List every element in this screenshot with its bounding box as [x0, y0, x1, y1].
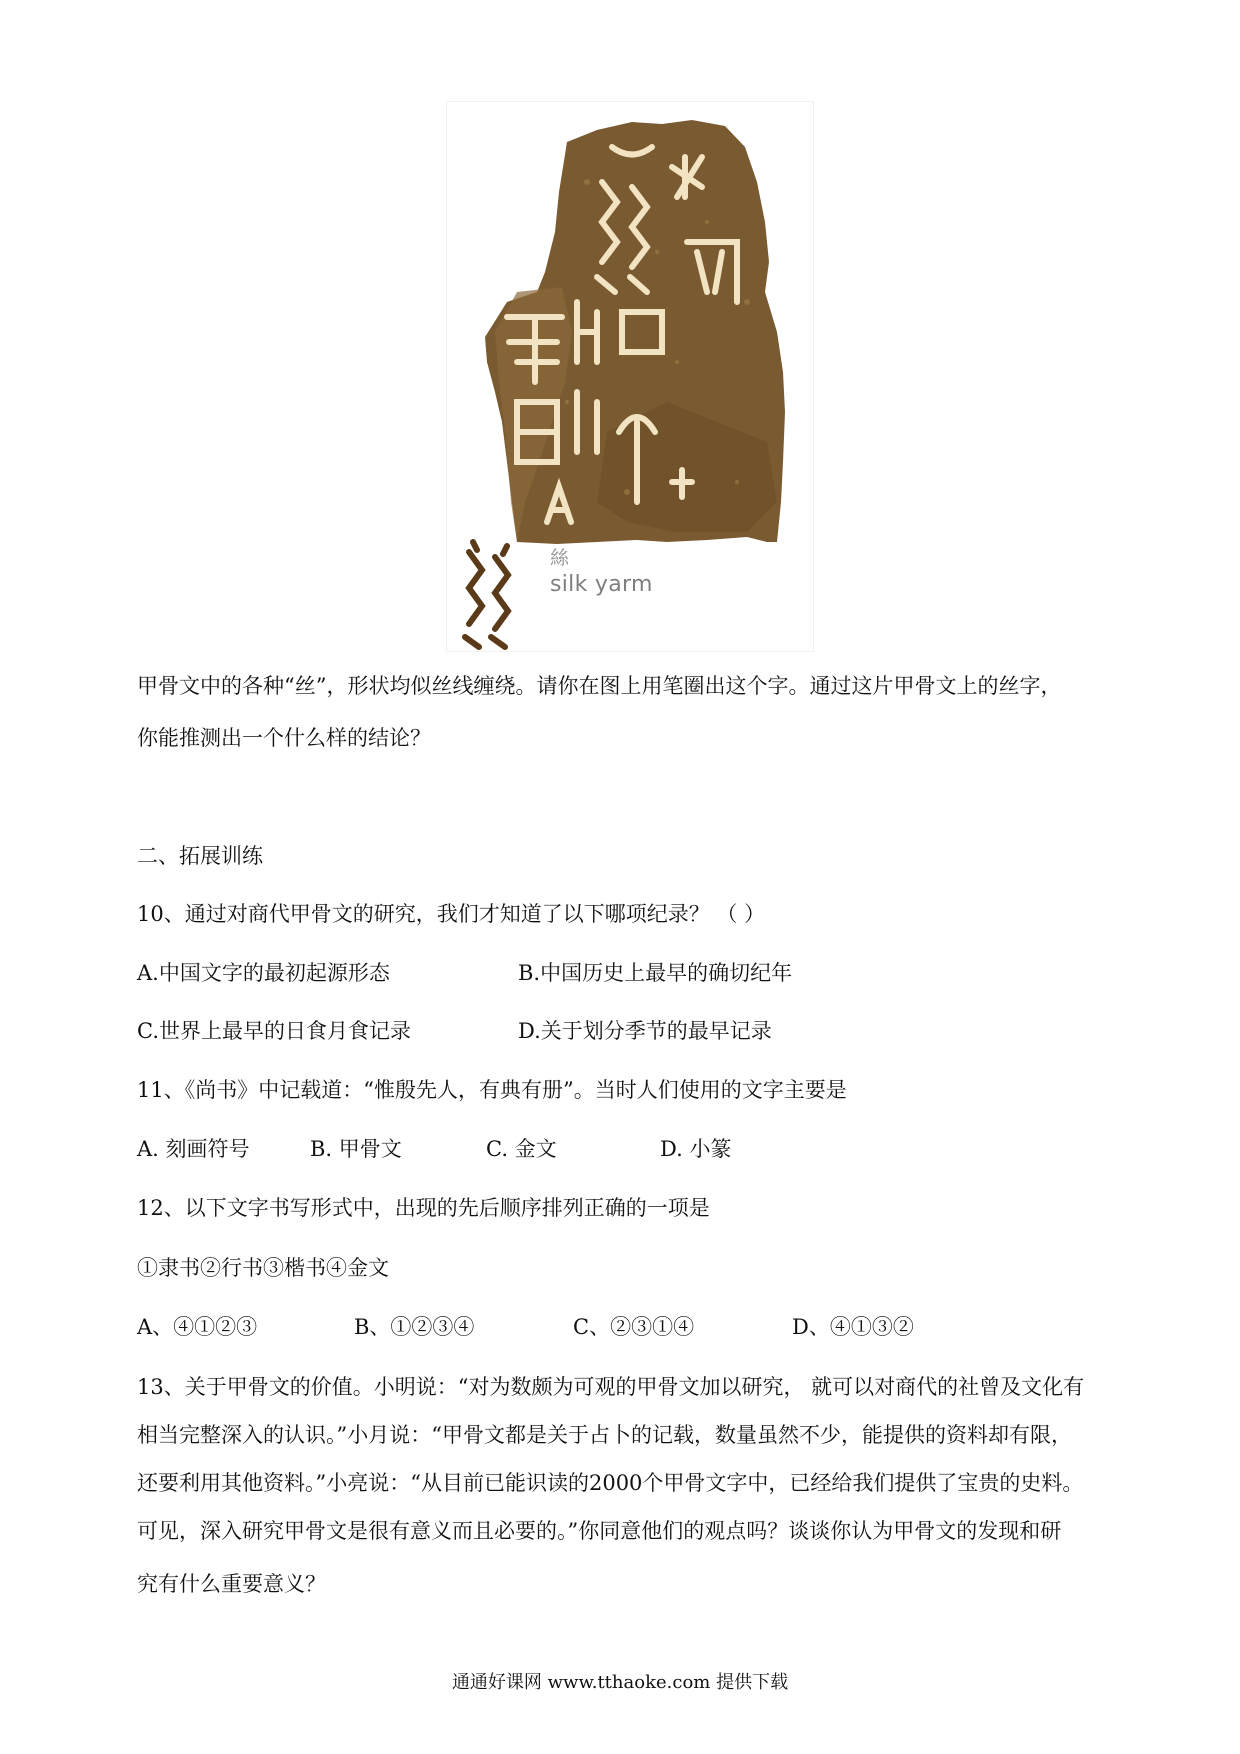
intro-line-2: 你能推测出一个什么样的结论？: [137, 726, 431, 750]
q12-option-d: D、④①③②: [792, 1315, 914, 1339]
q12-option-a: A、④①②③: [137, 1315, 258, 1339]
intro-line-1: 甲骨文中的各种“丝”，形状均似丝线缠绕。请你在图上用笔圈出这个字。通过这片甲骨文上的丝字，: [137, 674, 1062, 698]
q11-option-a: A. 刻画符号: [137, 1137, 250, 1161]
q11-option-d: D. 小篆: [660, 1137, 732, 1161]
section-title: 二、拓展训练: [137, 844, 263, 868]
q12-option-c: C、②③①④: [573, 1315, 695, 1339]
q13-line-3: 还要利用其他资料。”小亮说：“从目前已能识读的2000个甲骨文字中，已经给我们提供了宝贵的史料。: [137, 1471, 1084, 1495]
figure-label: silk yarm: [550, 572, 653, 597]
q13-line-2: 相当完整深入的认识。”小月说：“甲骨文都是关于占卜的记载，数量虽然不少，能提供的资料却有限，: [137, 1423, 1072, 1447]
q10-option-b: B.中国历史上最早的确切纪年: [518, 961, 793, 985]
figure-character: 絲: [550, 547, 570, 569]
oracle-bone-image: [447, 102, 813, 651]
q13-line-4: 可见，深入研究甲骨文是很有意义而且必要的。”你同意他们的观点吗？谈谈你认为甲骨文的发现和研: [137, 1519, 1062, 1543]
q10-stem: 10、通过对商代甲骨文的研究，我们才知道了以下哪项纪录？ （ ）: [137, 902, 766, 926]
q12-stem: 12、以下文字书写形式中，出现的先后顺序排列正确的一项是: [137, 1196, 710, 1220]
page-footer: 通通好课网 www.tthaoke.com 提供下载: [451, 1672, 789, 1693]
q12-items: ①隶书②行书③楷书④金文: [137, 1256, 389, 1280]
q11-option-c: C. 金文: [486, 1137, 557, 1161]
q10-option-d: D.关于划分季节的最早记录: [518, 1019, 772, 1043]
q11-stem: 11、《尚书》中记载道：“惟殷先人，有典有册”。当时人们使用的文字主要是: [137, 1078, 847, 1102]
oracle-bone-figure: [446, 101, 814, 652]
q13-line-1: 13、关于甲骨文的价值。小明说：“对为数颇为可观的甲骨文加以研究， 就可以对商代的社曾及文化有: [137, 1375, 1085, 1399]
q10-option-c: C.世界上最早的日食月食记录: [137, 1019, 411, 1043]
q10-option-a: A.中国文字的最初起源形态: [137, 961, 390, 985]
q11-option-b: B. 甲骨文: [310, 1137, 402, 1161]
silk-glyph: [465, 542, 508, 647]
q12-option-b: B、①②③④: [354, 1315, 475, 1339]
q13-line-5: 究有什么重要意义？: [137, 1572, 326, 1596]
